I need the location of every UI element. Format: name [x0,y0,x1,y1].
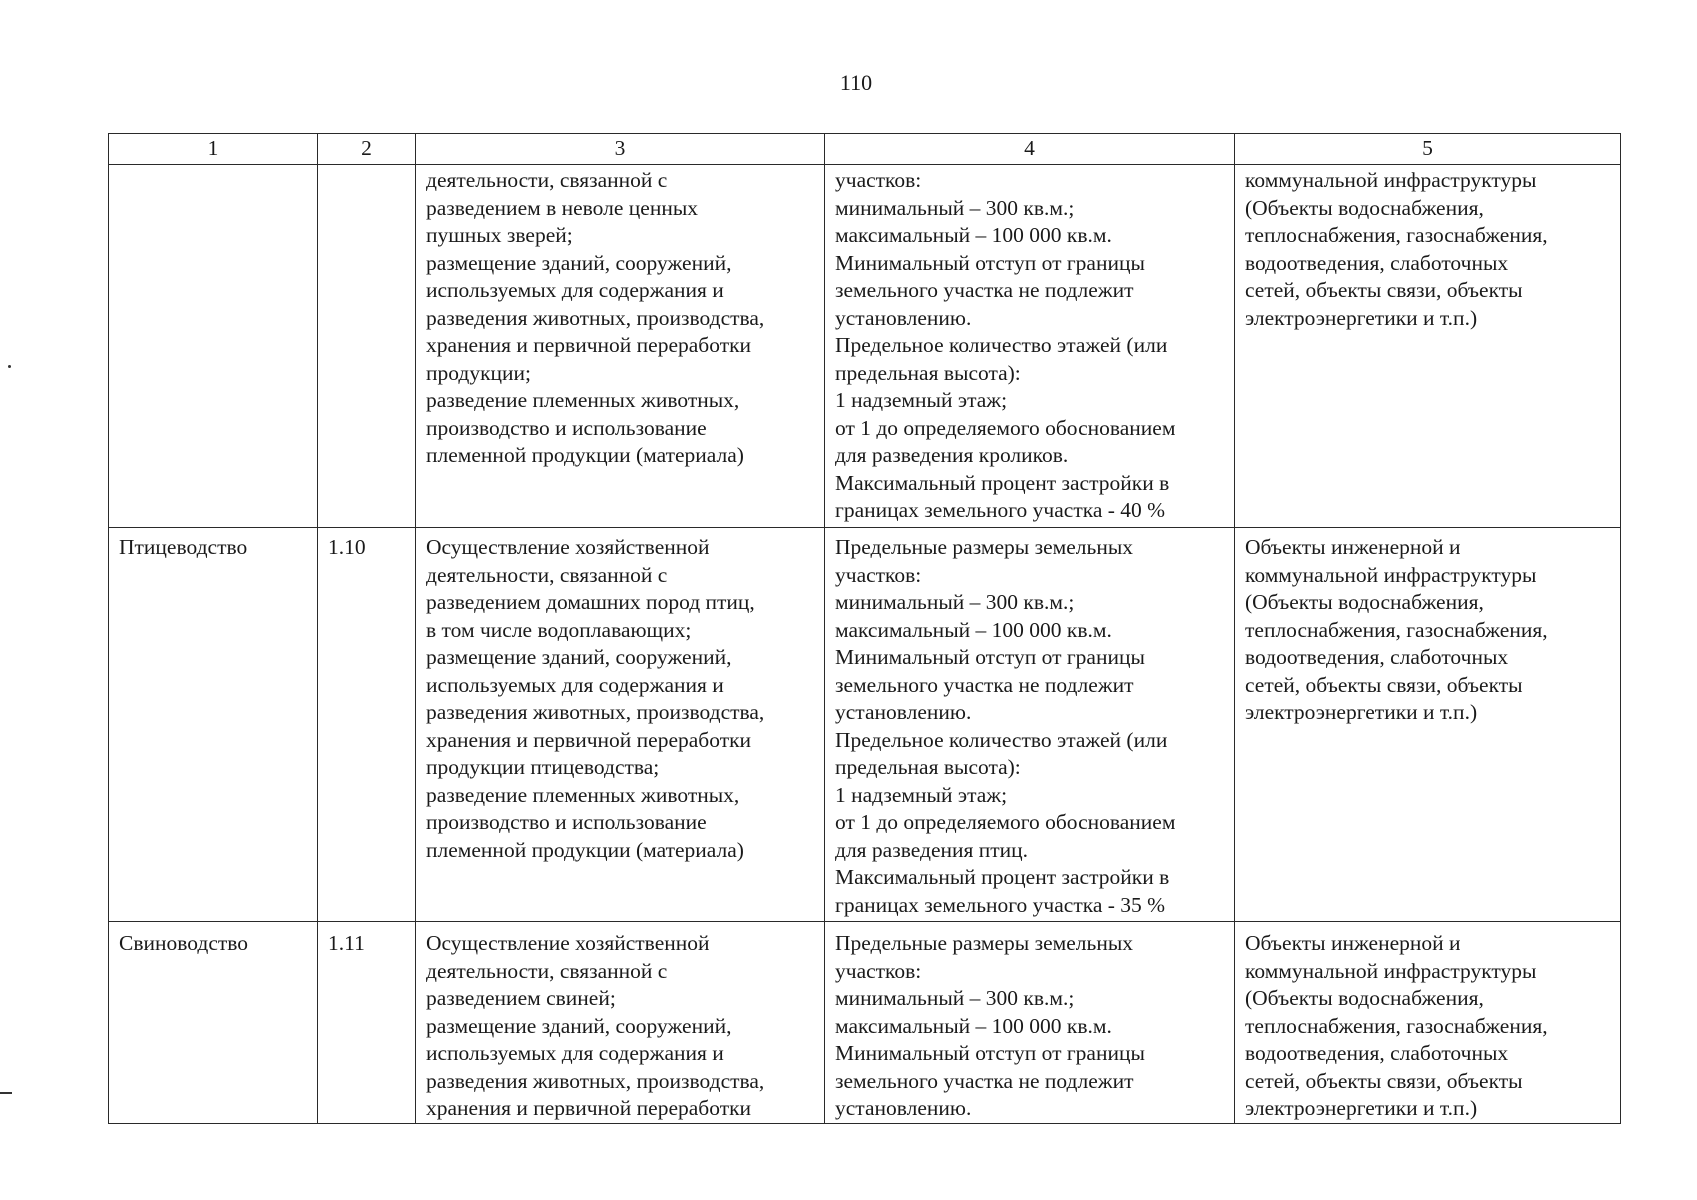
use-type-description: деятельности, связанной с разведением в неволе ценных пушных зверей; размещение зданий, сооружений, используемых для содержания и разведения животных, производства, хранения и первичной переработки продукции; разведение племенных животных, производство и использование племенной продукции (материала) [416,165,825,528]
related-objects: Объекты инженерной и коммунальной инфраструктуры (Объекты водоснабжения, теплоснабжения, газоснабжения, водоотведения, слаботочных сетей, объекты связи, объекты электроэнергетики и т.п.) [1235,922,1621,1124]
use-type-code [318,165,416,528]
scan-speck [8,365,11,368]
table-row [109,528,1621,922]
land-use-table [108,133,1621,1124]
header-cell-4: 4 [825,134,1235,165]
use-type-name: Свиноводство [109,922,318,1124]
parcel-parameters: Предельные размеры земельных участков: минимальный – 300 кв.м.; максимальный – 100 000 кв.м. Минимальный отступ от границы земельного участка не подлежит установлению. [825,922,1235,1124]
table-row [109,922,1621,1124]
related-objects: Объекты инженерной и коммунальной инфраструктуры (Объекты водоснабжения, теплоснабжения, газоснабжения, водоотведения, слаботочных сетей, объекты связи, объекты электроэнергетики и т.п.) [1235,528,1621,922]
parcel-parameters: Предельные размеры земельных участков: минимальный – 300 кв.м.; максимальный – 100 000 кв.м. Минимальный отступ от границы земельного участка не подлежит установлению. Предельное количество этажей (или предельная высота): 1 надземный этаж; от 1 до определяемого обоснованием для разведения птиц. Максимальный процент застройки в границах земельного участка - 35 % [825,528,1235,922]
parcel-parameters: участков: минимальный – 300 кв.м.; максимальный – 100 000 кв.м. Минимальный отступ от границы земельного участка не подлежит установлению. Предельное количество этажей (или предельная высота): 1 надземный этаж; от 1 до определяемого обоснованием для разведения кроликов. Максимальный процент застройки в границах земельного участка - 40 % [825,165,1235,528]
scan-edge-mark [0,1092,12,1094]
use-type-name: Птицеводство [109,528,318,922]
table-header-row [109,134,1621,165]
page-number: 110 [839,70,873,95]
header-cell-2: 2 [318,134,416,165]
use-type-description: Осуществление хозяйственной деятельности, связанной с разведением свиней; размещение зданий, сооружений, используемых для содержания и разведения животных, производства, хранения и первичной переработки [416,922,825,1124]
header-cell-3: 3 [416,134,825,165]
use-type-code: 1.10 [318,528,416,922]
use-type-description: Осуществление хозяйственной деятельности, связанной с разведением домашних пород птиц, в том числе водоплавающих; размещение зданий, сооружений, используемых для содержания и разведения животных, производства, хранения и первичной переработки продукции птицеводства; разведение племенных животных, производство и использование племенной продукции (материала) [416,528,825,922]
table-row [109,165,1621,528]
use-type-code: 1.11 [318,922,416,1124]
header-cell-5: 5 [1235,134,1621,165]
use-type-name [109,165,318,528]
related-objects: коммунальной инфраструктуры (Объекты водоснабжения, теплоснабжения, газоснабжения, водоотведения, слаботочных сетей, объекты связи, объекты электроэнергетики и т.п.) [1235,165,1621,528]
header-cell-1: 1 [109,134,318,165]
